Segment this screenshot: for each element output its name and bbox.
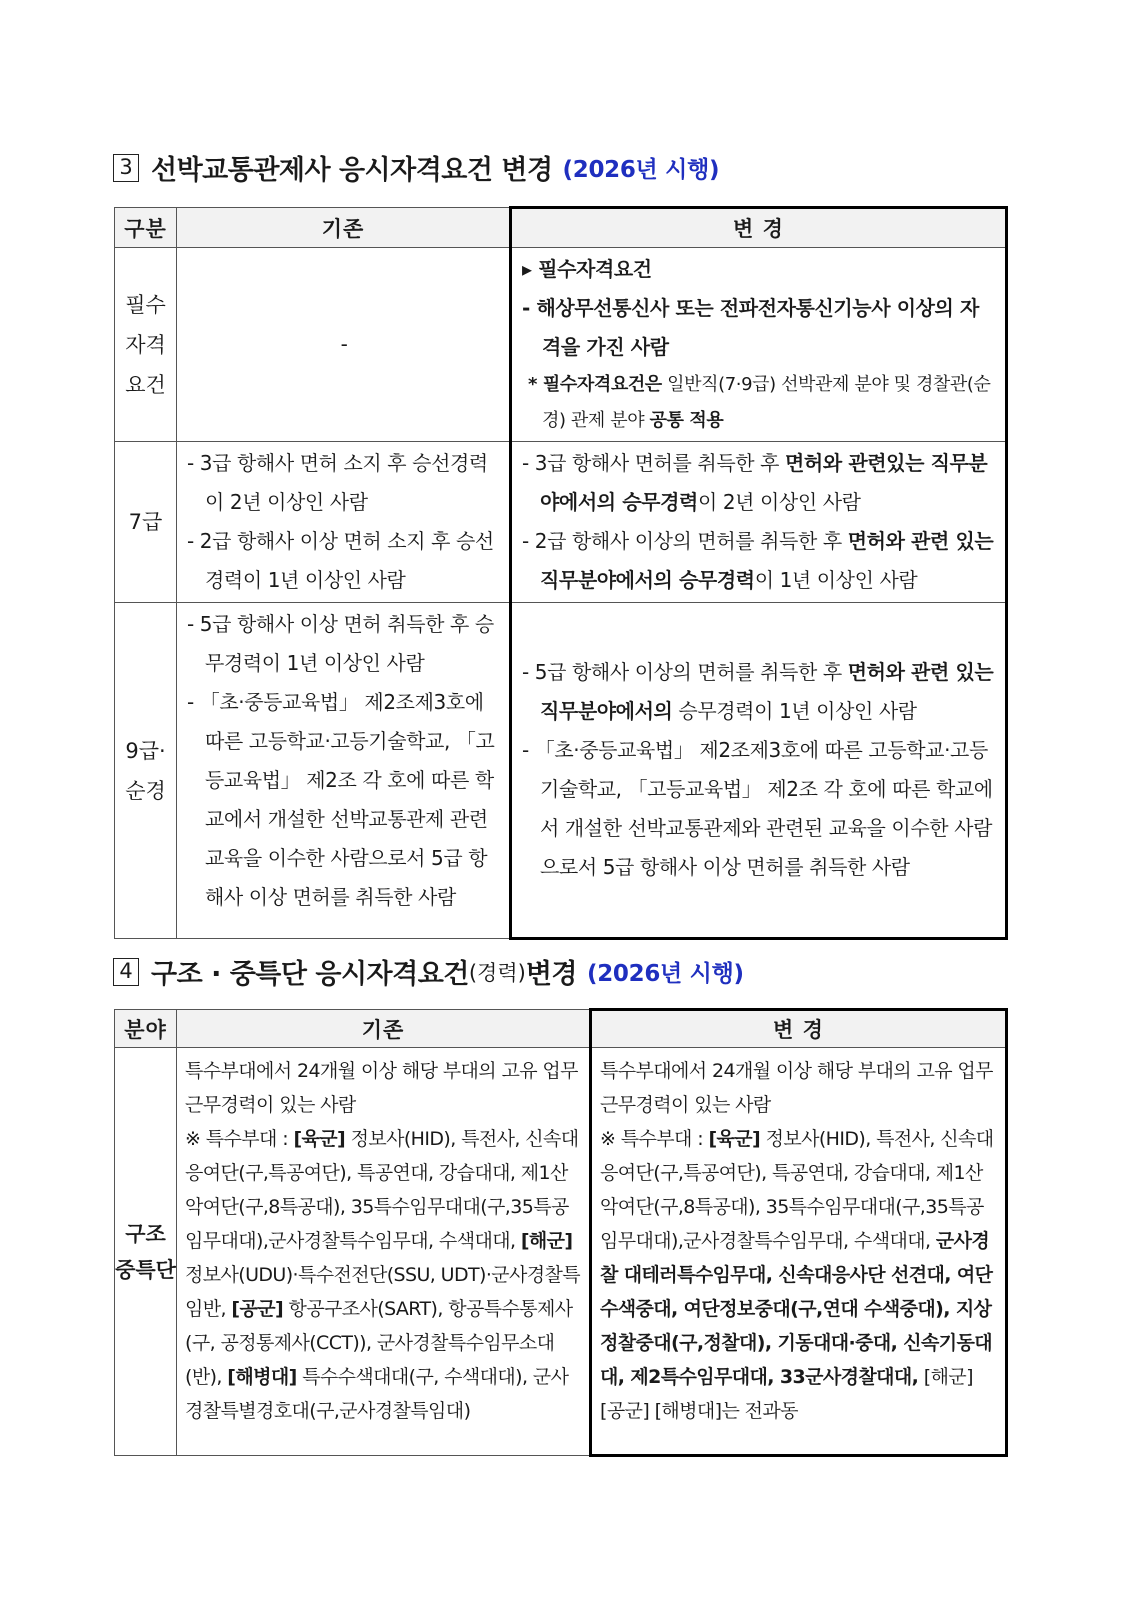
header-after: 변 경 xyxy=(591,1010,1007,1048)
vts-qualification-table xyxy=(114,206,1008,940)
required-heading: ▸ 필수자격요건 xyxy=(522,257,652,281)
effective-year-badge: (2026년 시행) xyxy=(562,157,720,183)
section-3-title xyxy=(113,148,719,187)
header-before: 기존 xyxy=(177,1010,591,1048)
list-item: - 2급 항해사 이상 면허 소지 후 승선경력이 1년 이상인 사람 xyxy=(187,529,494,592)
list-item: - 「초·중등교육법」 제2조제3호에 따른 고등학교·고등기술학교, 「고등교육법」 제2조 각 호에 따른 학교에서 개설한 선박교통관제 관련 교육을 이수한 사람으로서 5급 항해사 이상 면허를 취득한 사람 xyxy=(187,690,495,909)
row-required-after xyxy=(511,248,1007,442)
list-item: - 3급 항해사 면허 소지 후 승선경력이 2년 이상인 사람 xyxy=(187,451,488,514)
list-item: - 「초·중등교육법」 제2조제3호에 따른 고등학교·고등기술학교, 「고등교육법」 제2조 각 호에 따른 학교에서 개설한 선박교통관제와 관련된 교육을 이수한 사람으로서 5급 항해사 이상 면허를 취득한 사람 xyxy=(522,738,993,879)
section-title-text: 구조 · 중특단 응시자격요건 xyxy=(151,959,469,990)
row-required-before: - xyxy=(177,248,511,442)
row-9-category xyxy=(115,603,177,939)
category-label: 9급· 순경 xyxy=(125,738,166,803)
row-before xyxy=(177,1048,591,1456)
section-4-title xyxy=(113,952,744,991)
section-number-box: 4 xyxy=(113,958,139,986)
category-label: 필수 자격 요건 xyxy=(125,292,166,397)
unit-list: ※ 특수부대 : [육군] 정보사(HID), 특전사, 신속대응여단(구,특공여단), 특공연대, 강습대대, 제1산악여단(구,8특공대), 35특수임무대대(구,35특공임무대대),군사경찰특수임무대, 수색대대, 군사경찰 대테러특수임무대, 신속대응사단 선견대, 여단 수색중대, 여단정보중대(구,연대 수색중대), 지상정찰중대(구,정찰대), 기동대대·중대, 신속기동대대, 제2특수임무대대, 33군사경찰대대, [해군] [공군] [해병대]는 전과동 xyxy=(600,1128,994,1422)
row-9-before xyxy=(177,603,511,939)
row-7-after xyxy=(511,442,1007,603)
category-label: 구조 중특단 xyxy=(115,1221,176,1282)
row-7-category: 7급 xyxy=(115,442,177,603)
required-note: * 필수자격요건은 일반직(7·9급) 선박관제 분야 및 경찰관(순경) 관제 분야 공통 적용 xyxy=(528,374,991,431)
section-title-suffix: 변경 xyxy=(525,959,577,990)
row-required-category xyxy=(115,248,177,442)
section-number-box: 3 xyxy=(113,154,139,182)
row-category xyxy=(115,1048,177,1456)
special-unit-qualification-table xyxy=(114,1008,1008,1457)
effective-year-badge: (2026년 시행) xyxy=(587,961,744,987)
header-category: 구분 xyxy=(115,208,177,248)
section-title-text: 선박교통관제사 응시자격요건 변경 xyxy=(151,155,553,186)
list-item: - 3급 항해사 면허를 취득한 후 면허와 관련있는 직무분야에서의 승무경력이 2년 이상인 사람 xyxy=(522,451,988,514)
row-after xyxy=(591,1048,1007,1456)
unit-list: ※ 특수부대 : [육군] 정보사(HID), 특전사, 신속대응여단(구,특공여단), 특공연대, 강습대대, 제1산악여단(구,8특공대), 35특수임무대대(구,35특공임무대대),군사경찰특수임무대, 수색대대, [해군] 정보사(UDU)·특수전전단(SSU, UDT)·군사경찰특임반, [공군] 항공구조사(SART), 항공특수통제사(구, 공정통제사(CCT)), 군사경찰특수임무소대(반), [해병대] 특수수색대대(구, 수색대대), 군사경찰특별경호대(구,군사경찰특임대) xyxy=(185,1128,581,1422)
requirement-text: 특수부대에서 24개월 이상 해당 부대의 고유 업무 근무경력이 있는 사람 xyxy=(185,1060,578,1116)
row-9-after xyxy=(511,603,1007,939)
row-7-before xyxy=(177,442,511,603)
list-item: - 5급 항해사 이상 면허 취득한 후 승무경력이 1년 이상인 사람 xyxy=(187,612,494,675)
requirement-text: 특수부대에서 24개월 이상 해당 부대의 고유 업무 근무경력이 있는 사람 xyxy=(600,1060,993,1116)
section-title-paren: (경력) xyxy=(468,960,526,985)
list-item: - 2급 항해사 이상의 면허를 취득한 후 면허와 관련 있는 직무분야에서의 승무경력이 1년 이상인 사람 xyxy=(522,529,994,592)
header-after: 변 경 xyxy=(511,208,1007,248)
header-category: 분야 xyxy=(115,1010,177,1048)
header-before: 기존 xyxy=(177,208,511,248)
required-item: - 해상무선통신사 또는 전파전자통신기능사 이상의 자격을 가진 사람 xyxy=(522,296,979,359)
list-item: - 5급 항해사 이상의 면허를 취득한 후 면허와 관련 있는 직무분야에서의 승무경력이 1년 이상인 사람 xyxy=(522,660,994,723)
